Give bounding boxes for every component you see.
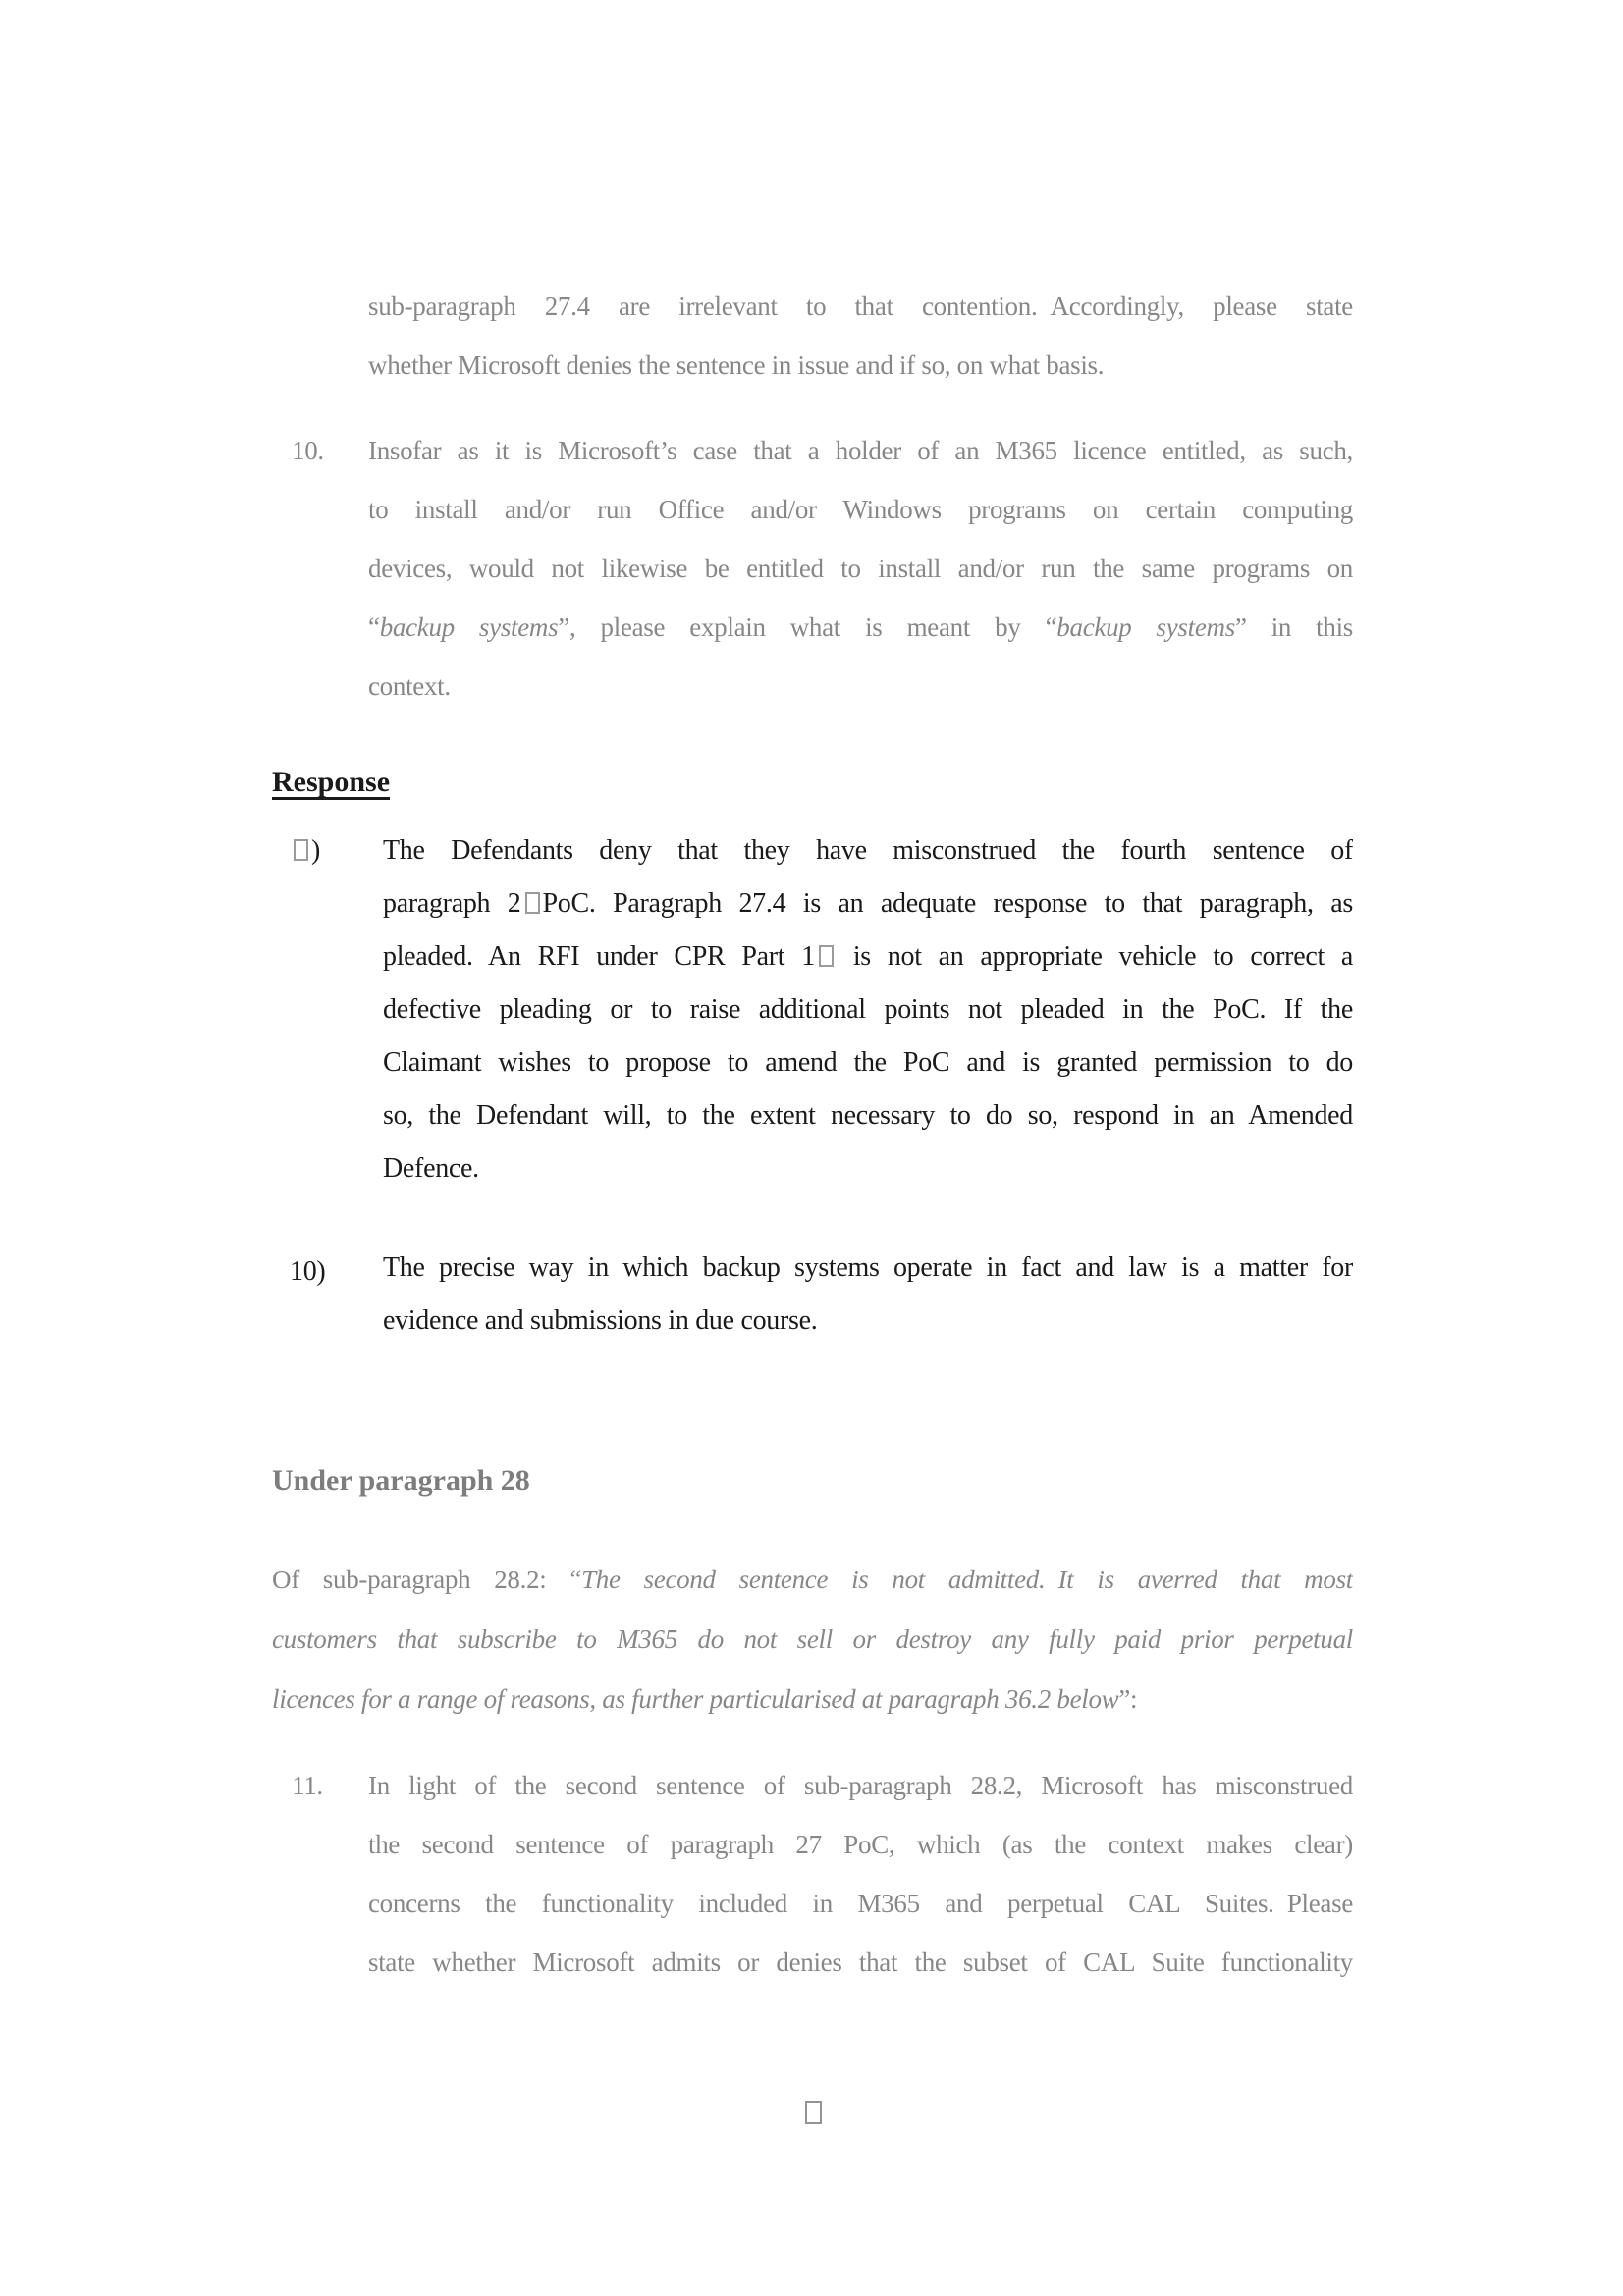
text-line: [368, 1874, 1353, 1933]
text-line: [368, 1756, 1353, 1815]
text-run: context.: [368, 671, 451, 701]
text-run: backup systems: [1056, 613, 1235, 642]
text-line: [383, 984, 1353, 1037]
text-line: [368, 421, 1353, 480]
text-line: [368, 1933, 1353, 1992]
text-run: paragraph 2: [383, 888, 521, 919]
text-run: In light of the second sentence of sub-paragraph 28.2, Microsoft has misconstrued: [368, 1771, 1353, 1800]
list-number-11: 11.: [292, 1771, 323, 1800]
text-line: [383, 931, 1353, 984]
text-line: [368, 598, 1353, 657]
text-line: [368, 539, 1353, 598]
text-run: licences for a range of reasons, as further particularised at paragraph 36.2 below: [272, 1684, 1119, 1714]
text-run: whether Microsoft denies the sentence in issue and if so, on what basis.: [368, 350, 1105, 380]
text-run: The second sentence is not admitted. It is averred that most: [581, 1565, 1353, 1594]
text-run: sub-paragraph 27.4 are irrelevant to that contention. Accordingly, please state: [368, 292, 1353, 321]
text-run: state whether Microsoft admits or denies that the subset of CAL Suite functionality: [368, 1948, 1353, 1977]
text-run: the second sentence of paragraph 27 PoC, which (as the context makes clear): [368, 1830, 1353, 1859]
text-run: concerns the functionality included in M365 and perpetual CAL Suites. Please: [368, 1889, 1353, 1918]
text-run: “: [368, 613, 380, 642]
text-run: The precise way in which backup systems operate in fact and law is a matter for: [383, 1253, 1353, 1283]
continuation-paragraph: [368, 277, 1353, 395]
missing-glyph-page-number-icon: [805, 2101, 822, 2124]
text-run: backup systems: [379, 613, 559, 642]
text-run: so, the Defendant will, to the extent necessary to do so, respond in an Amended: [383, 1100, 1353, 1131]
text-run: evidence and submissions in due course.: [383, 1306, 818, 1336]
text-run: PoC. Paragraph 27.4 is an adequate response to that paragraph, as: [542, 888, 1353, 919]
text-run: Defence.: [383, 1153, 479, 1184]
text-run: ”, please explain what is meant by “: [558, 613, 1057, 642]
text-run: The Defendants deny that they have misconstrued the fourth sentence of: [383, 835, 1353, 866]
text-line: [383, 1090, 1353, 1143]
missing-glyph-box-icon: [525, 892, 540, 914]
text-line: [290, 825, 378, 878]
text-run: devices, would not likewise be entitled to install and/or run the same programs on: [368, 554, 1353, 583]
text-run: ): [311, 835, 321, 866]
under-paragraph-28-quote: [272, 1550, 1353, 1730]
text-run: Insofar as it is Microsoft’s case that a holder of an M365 licence entitled, as such,: [368, 436, 1353, 465]
text-run: is not an appropriate vehicle to correct a: [836, 941, 1353, 972]
text-run: ”:: [1118, 1684, 1138, 1714]
text-line: [368, 657, 1353, 716]
text-run: Claimant wishes to propose to amend the PoC and is granted permission to do: [383, 1047, 1353, 1078]
response-item-10-paragraph: [383, 1242, 1353, 1348]
text-line: [383, 825, 1353, 878]
missing-glyph-box-icon: [819, 945, 834, 967]
response-item-a-paragraph: [383, 825, 1353, 1196]
text-line: [272, 1550, 1353, 1610]
request-item-10-paragraph: [368, 421, 1353, 716]
text-line: [272, 1670, 1353, 1730]
text-run: customers that subscribe to M365 do not sell or destroy any fully paid prior perpetual: [272, 1625, 1353, 1654]
request-item-11-paragraph: [368, 1756, 1353, 1992]
list-number-10: 10.: [292, 436, 324, 465]
text-line: [368, 480, 1353, 539]
text-run: defective pleading or to raise additional points not pleaded in the PoC. If the: [383, 994, 1353, 1025]
text-run: pleaded. An RFI under CPR Part 1: [383, 941, 815, 972]
text-run: Of sub-paragraph 28.2: “: [272, 1565, 582, 1594]
text-line: [383, 878, 1353, 931]
response-heading: Response: [272, 766, 391, 798]
text-run: to install and/or run Office and/or Windows programs on certain computing: [368, 495, 1353, 524]
response-item-a-marker: [290, 825, 378, 878]
text-run: ” in this: [1234, 613, 1353, 642]
text-line: [383, 1242, 1353, 1295]
text-line: [368, 336, 1353, 395]
text-line: [272, 1610, 1353, 1670]
text-line: [383, 1143, 1353, 1196]
text-line: [383, 1295, 1353, 1348]
text-line: [383, 1037, 1353, 1090]
missing-glyph-box-icon: [294, 839, 308, 861]
under-paragraph-28-heading: Under paragraph 28: [272, 1465, 530, 1497]
text-line: [368, 1815, 1353, 1874]
text-line: [368, 277, 1353, 336]
list-number-10-paren: 10): [290, 1256, 326, 1287]
